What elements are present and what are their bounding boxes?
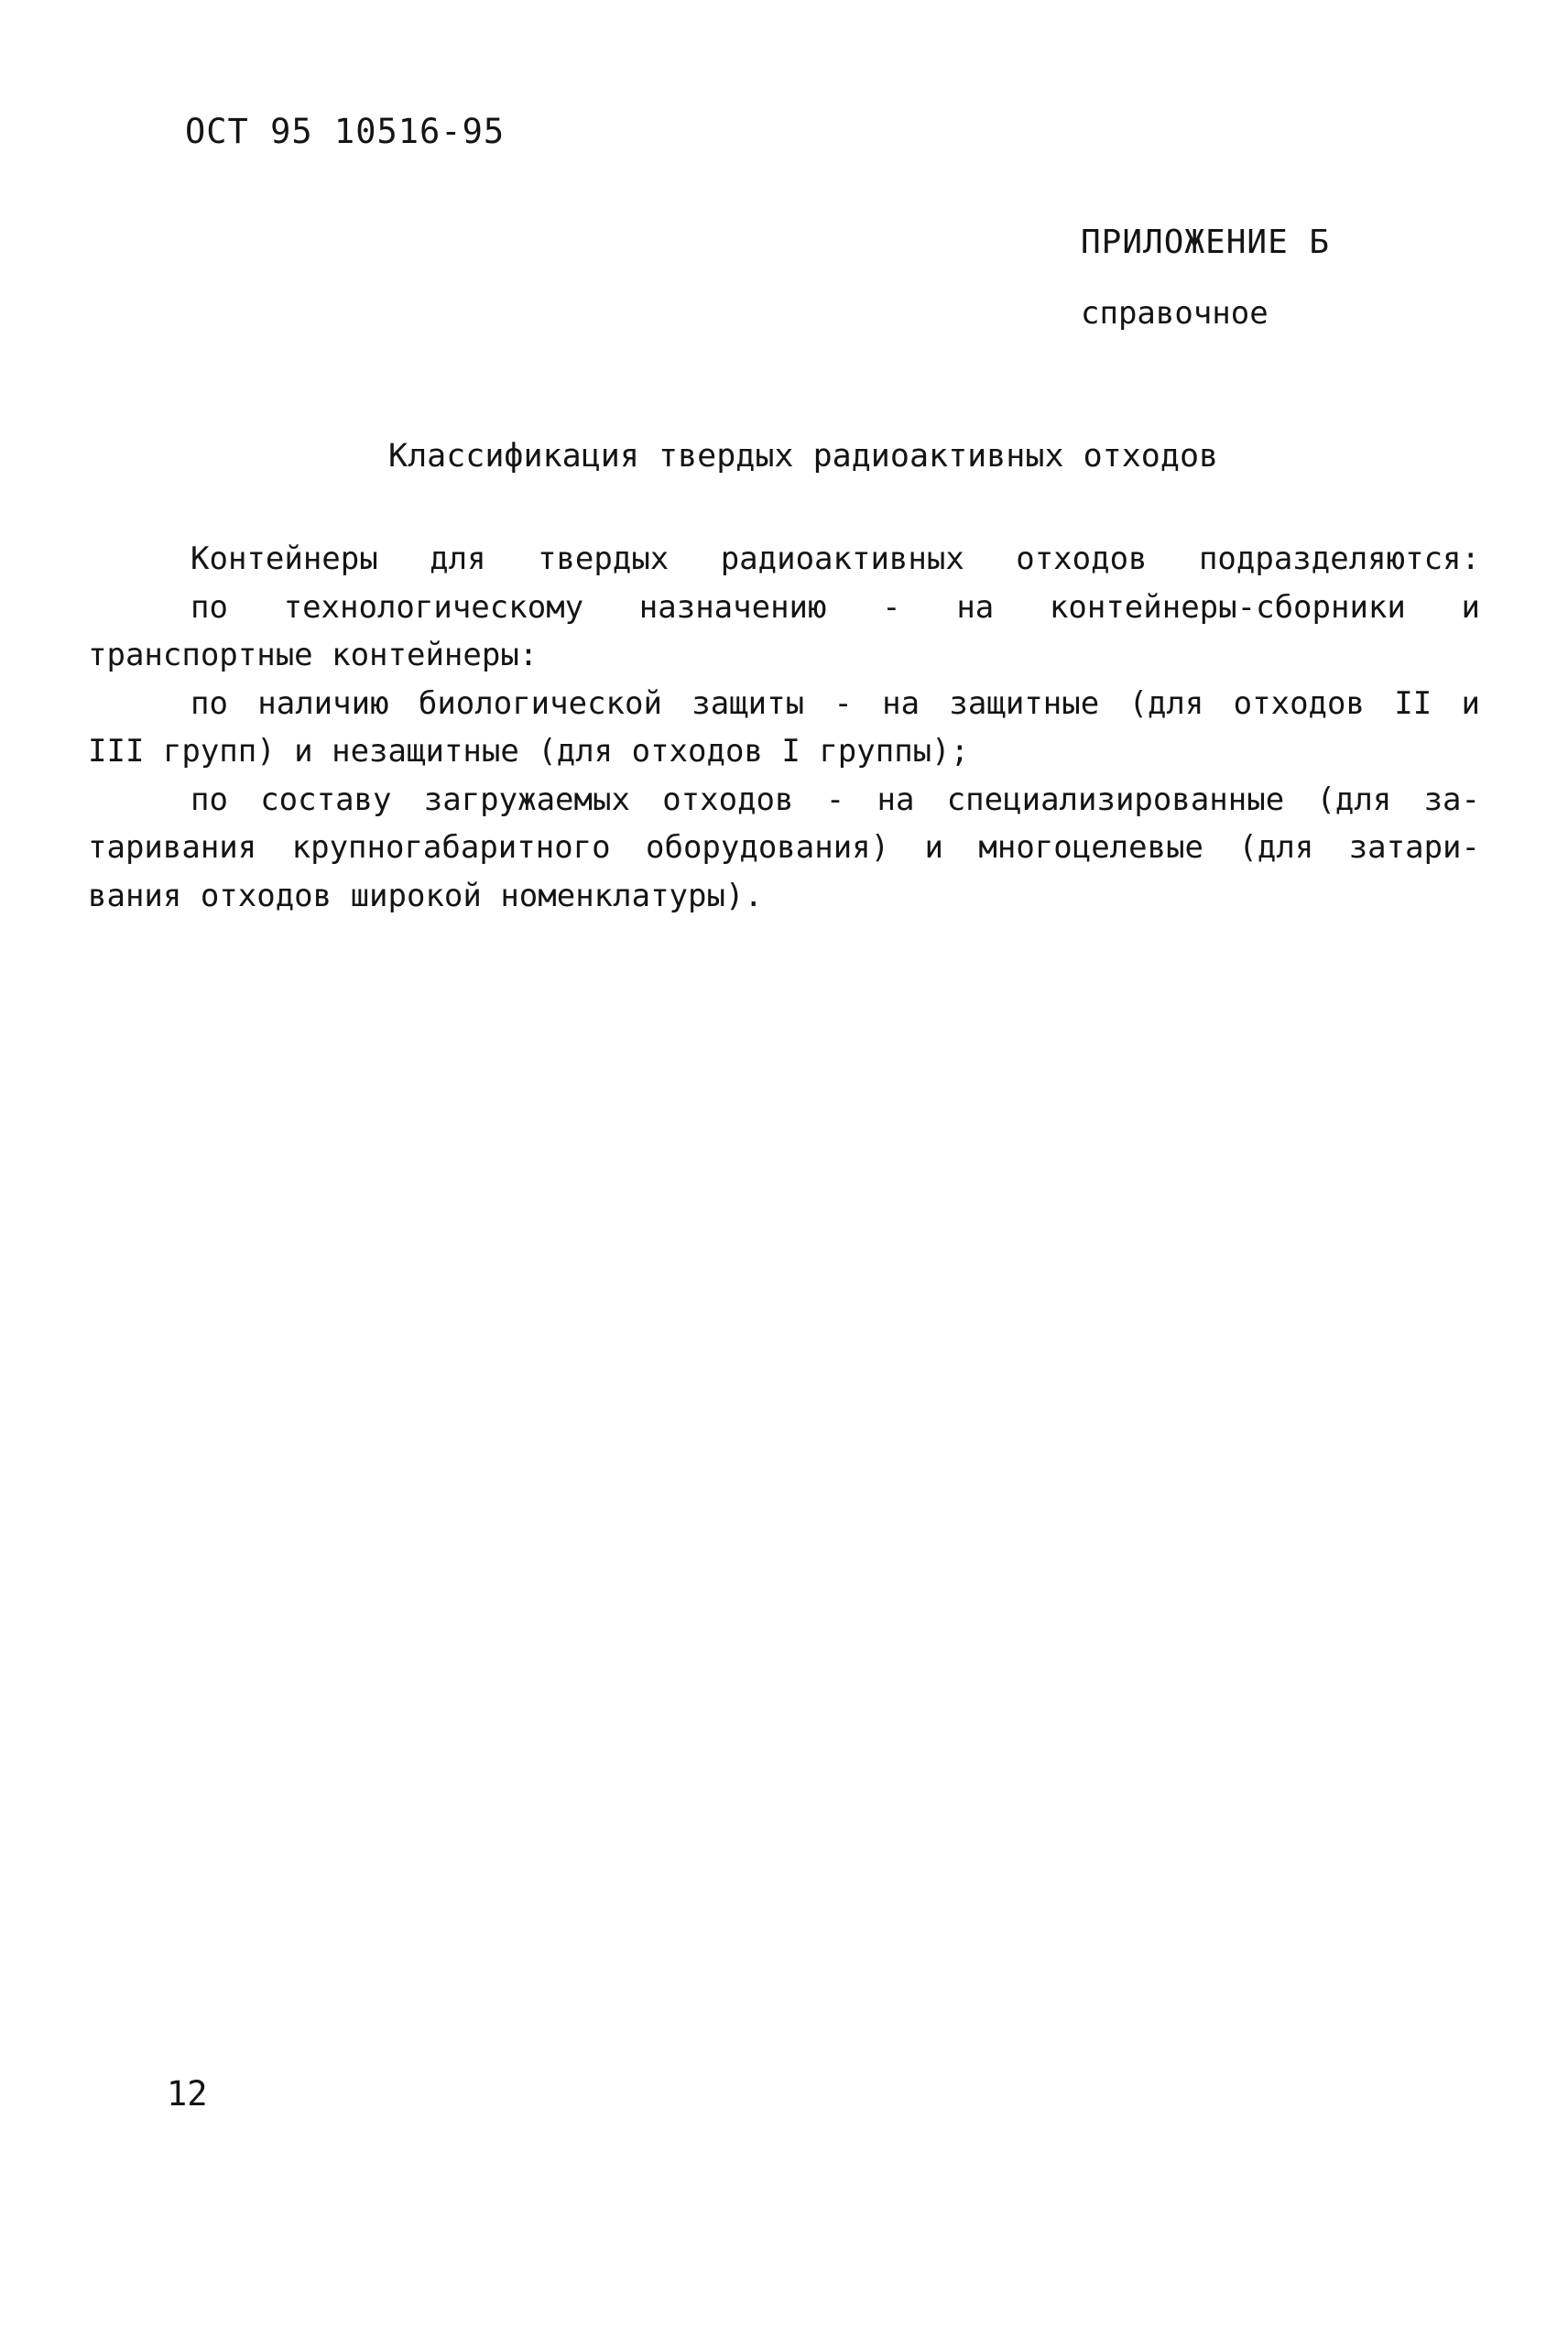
body-line: вания отходов широкой номенклатуры). xyxy=(88,877,763,914)
body-line: III групп) и незащитные (для отходов I группы); xyxy=(88,733,970,770)
body-line xyxy=(88,680,1480,728)
page-number: 12 xyxy=(167,2074,208,2114)
body-line: таривания крупногабаритного оборудования) и многоцелевые (для затари- xyxy=(88,829,1480,866)
body-line xyxy=(88,535,1480,584)
section-title: Классификация твердых радиоактивных отходов xyxy=(388,438,1219,475)
body-line-text: по наличию биологической защиты - на защитные (для отходов II и xyxy=(191,684,1480,722)
body-line xyxy=(88,584,1480,632)
appendix-type: справочное xyxy=(1081,295,1269,332)
body-line: транспортные контейнеры: xyxy=(88,637,539,673)
body-line xyxy=(88,776,1480,825)
body-text xyxy=(88,535,1480,920)
document-code: ОСТ 95 10516-95 xyxy=(185,112,506,151)
body-line-text: Контейнеры для твердых радиоактивных отходов подразделяются: xyxy=(191,541,1480,577)
appendix-label: ПРИЛОЖЕНИЕ Б xyxy=(1081,224,1331,261)
body-line-text: по составу загружаемых отходов - на специализированные (для за- xyxy=(191,781,1480,818)
body-line-text: по технологическому назначению - на контейнеры-сборники и xyxy=(191,588,1480,626)
